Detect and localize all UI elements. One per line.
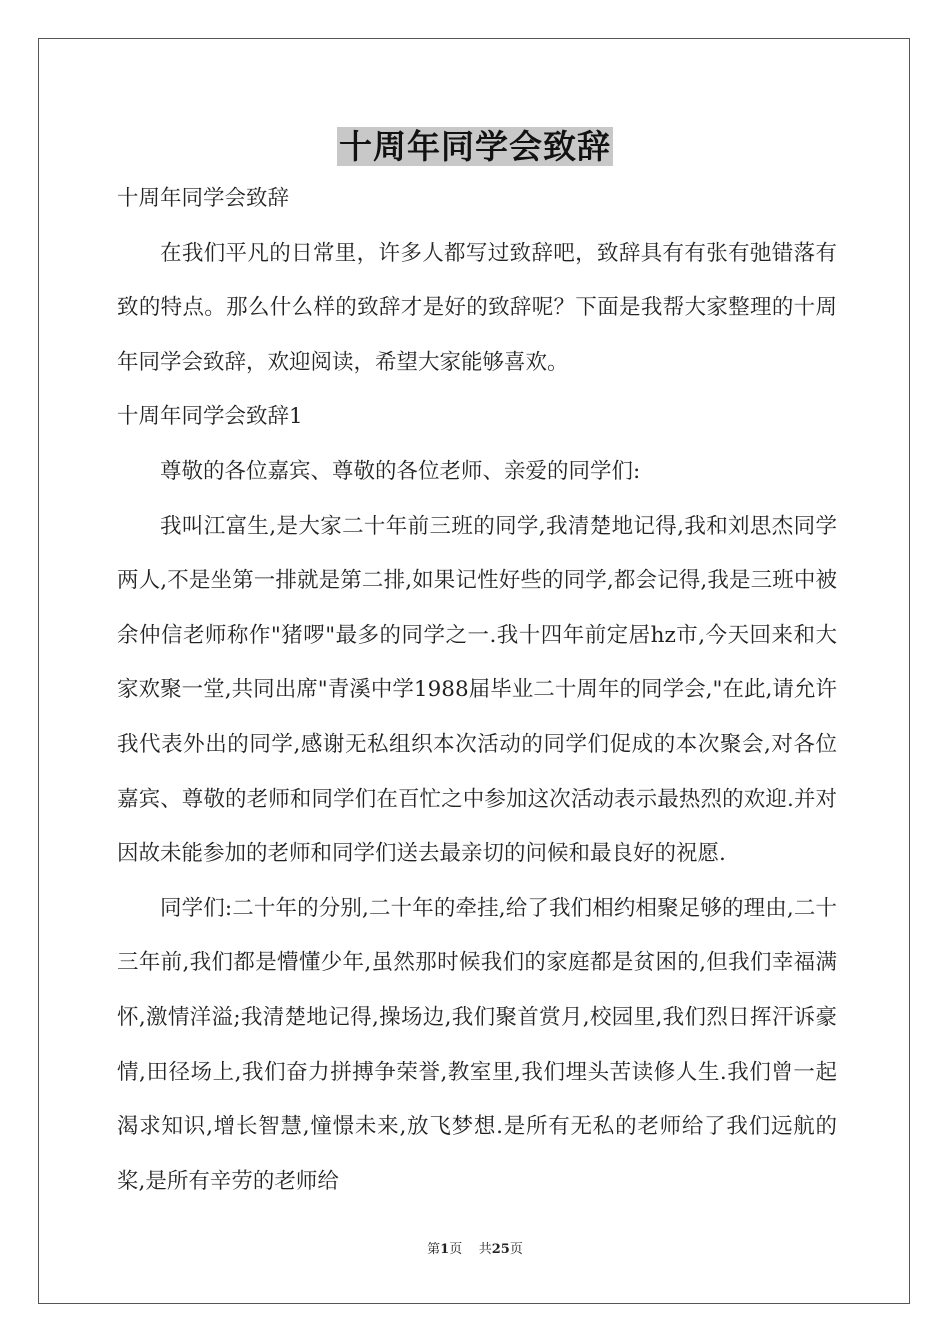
page-footer xyxy=(0,1240,950,1260)
page-current: 1 xyxy=(440,1242,450,1257)
document-title xyxy=(0,122,950,172)
page-prefix: 第 xyxy=(427,1242,441,1257)
document-body xyxy=(117,172,837,1209)
intro-paragraph: 在我们平凡的日常里，许多人都写过致辞吧，致辞具有有张有弛错落有致的特点。那么什么样的致辞才是好的致辞呢？下面是我帮大家整理的十周年同学会致辞，欢迎阅读，希望大家能够喜欢。 xyxy=(117,240,837,375)
body-paragraph-1: 我叫江富生,是大家二十年前三班的同学,我清楚地记得,我和刘思杰同学两人,不是坐第一排就是第二排,如果记性好些的同学,都会记得,我是三班中被余仲信老师称作"猪啰"最多的同学之一.我十四年前定居hz市,今天回来和大家欢聚一堂,共同出席"青溪中学1988届毕业二十周年的同学会,"在此,请允许我代表外出的同学,感谢无私组织本次活动的同学们促成的本次聚会,对各位嘉宾、尊敬的老师和同学们在百忙之中参加这次活动表示最热烈的欢迎.并对因故未能参加的老师和同学们送去最亲切的问候和最良好的祝愿. xyxy=(117,513,837,867)
document-title-text: 十周年同学会致辞 xyxy=(339,127,611,166)
body-paragraph-2: 同学们:二十年的分别,二十年的牵挂,给了我们相约相聚足够的理由,二十三年前,我们都是懵懂少年,虽然那时候我们的家庭都是贫困的,但我们幸福满怀,激情洋溢;我清楚地记得,操场边,我们聚首赏月,校园里,我们烈日挥汗诉豪情,田径场上,我们奋力拼搏争荣誉,教室里,我们埋头苦读修人生.我们曾一起渴求知识,增长智慧,憧憬未来,放飞梦想.是所有无私的老师给了我们远航的桨,是所有辛劳的老师给 xyxy=(117,895,837,1194)
section-heading: 十周年同学会致辞1 xyxy=(117,404,303,430)
page-total: 25 xyxy=(491,1242,510,1257)
salutation: 尊敬的各位嘉宾、尊敬的各位老师、亲爱的同学们: xyxy=(160,458,641,484)
total-prefix: 共 xyxy=(478,1242,492,1257)
page-unit: 页 xyxy=(449,1242,463,1257)
total-unit: 页 xyxy=(509,1242,523,1257)
document-subtitle: 十周年同学会致辞 xyxy=(117,186,290,211)
